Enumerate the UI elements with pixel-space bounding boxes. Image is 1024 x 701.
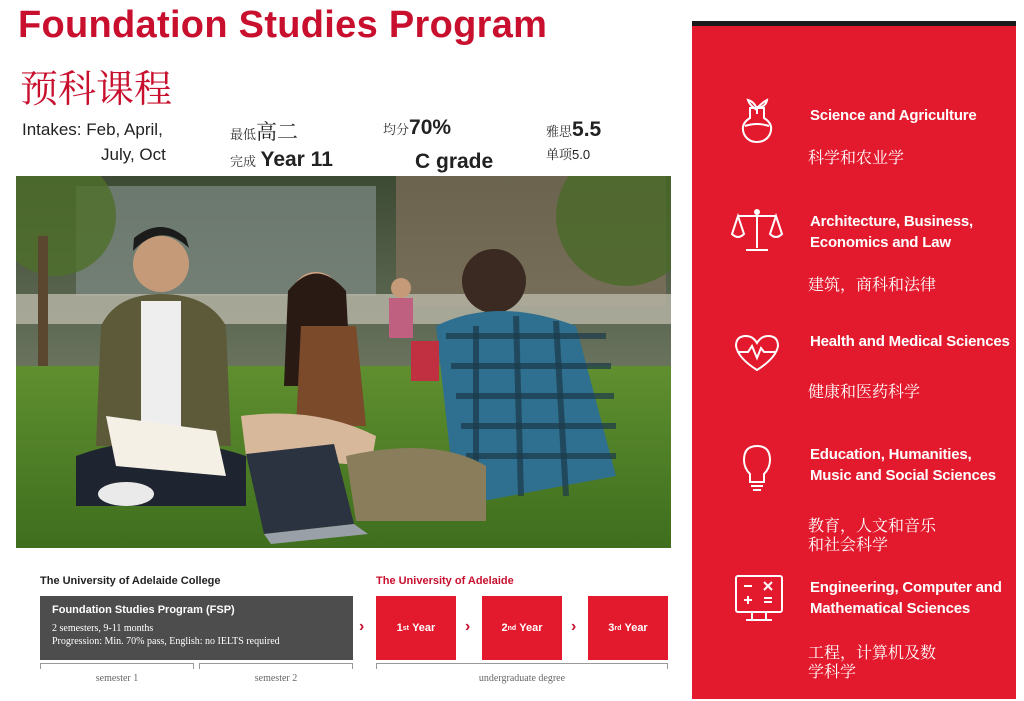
students-photo <box>16 176 671 548</box>
single-band-requirement <box>546 144 590 163</box>
degree-brace <box>376 663 668 669</box>
ielts-requirement <box>546 118 601 142</box>
average-label: 均分 <box>383 122 410 137</box>
degree-label: undergraduate degree <box>478 673 566 684</box>
intakes-text-cont: July, Oct <box>101 145 166 164</box>
semester-2-brace <box>199 663 353 669</box>
area-architecture-en: Architecture, Business, Economics and Law <box>810 213 973 251</box>
year-2-ordinal: 2 <box>501 622 508 634</box>
completion-value: Year 11 <box>260 148 333 171</box>
year-1-suffix: st <box>402 624 410 632</box>
chevron-right-icon: › <box>571 618 577 635</box>
ielts-value: 5.5 <box>572 118 602 141</box>
completion-label: 完成 <box>230 154 257 169</box>
year-2-word: Year <box>519 622 543 634</box>
college-label: The University of Adelaide College <box>40 575 221 587</box>
year-3-box <box>588 596 668 660</box>
area-education-zh: 教育，人文和音乐和社会科学 <box>808 516 937 554</box>
heart-pulse-icon <box>730 326 784 380</box>
minimum-requirement <box>230 116 298 146</box>
page-title-chinese: 预科课程 <box>20 67 173 111</box>
scales-icon <box>730 204 784 258</box>
semester-1-brace <box>40 663 194 669</box>
minimum-value: 高二 <box>256 121 299 144</box>
average-requirement <box>383 116 451 140</box>
semester-2-label: semester 2 <box>254 673 298 684</box>
year-2-suffix: nd <box>507 624 517 632</box>
study-areas-panel <box>692 21 1016 699</box>
fsp-title: Foundation Studies Program (FSP) <box>52 604 235 616</box>
lightbulb-icon <box>730 442 784 496</box>
year-2-box <box>482 596 562 660</box>
page-title: Foundation Studies Program <box>18 4 548 46</box>
intakes-text: Intakes: Feb, April, <box>22 120 163 139</box>
fsp-progression: Progression: Min. 70% pass, English: no IELTS required <box>52 636 280 647</box>
flask-plant-icon <box>730 96 784 150</box>
calculator-monitor-icon <box>732 572 786 626</box>
grade-value: C grade <box>415 150 494 173</box>
year-3-ordinal: 3 <box>608 622 615 634</box>
chevron-right-icon: › <box>359 618 365 635</box>
minimum-label: 最低 <box>230 127 257 142</box>
average-value: 70% <box>409 116 452 139</box>
fsp-box <box>40 596 353 660</box>
semester-1-label: semester 1 <box>95 673 139 684</box>
area-science-zh: 科学和农业学 <box>808 148 905 167</box>
area-science-en: Science and Agriculture <box>810 107 977 124</box>
university-label: The University of Adelaide <box>376 575 514 587</box>
single-band-value: 5.0 <box>572 147 591 162</box>
area-engineering-en: Engineering, Computer and Mathematical Sciences <box>810 579 1002 617</box>
area-education-en: Education, Humanities, Music and Social Sciences <box>810 446 996 484</box>
year-1-box <box>376 596 456 660</box>
single-band-label: 单项 <box>546 147 573 162</box>
area-health-zh: 健康和医药科学 <box>808 382 921 401</box>
chevron-right-icon: › <box>465 618 471 635</box>
year-1-ordinal: 1 <box>396 622 403 634</box>
year-1-word: Year <box>412 622 436 634</box>
area-engineering-zh: 工程，计算机及数学科学 <box>808 643 937 681</box>
year-3-suffix: rd <box>614 624 622 632</box>
fsp-duration: 2 semesters, 9-11 months <box>52 623 154 634</box>
area-health-en: Health and Medical Sciences <box>810 333 1010 350</box>
ielts-label: 雅思 <box>546 124 573 139</box>
area-architecture-zh: 建筑，商科和法律 <box>808 275 937 294</box>
year-3-word: Year <box>624 622 648 634</box>
completion-requirement <box>230 148 333 172</box>
